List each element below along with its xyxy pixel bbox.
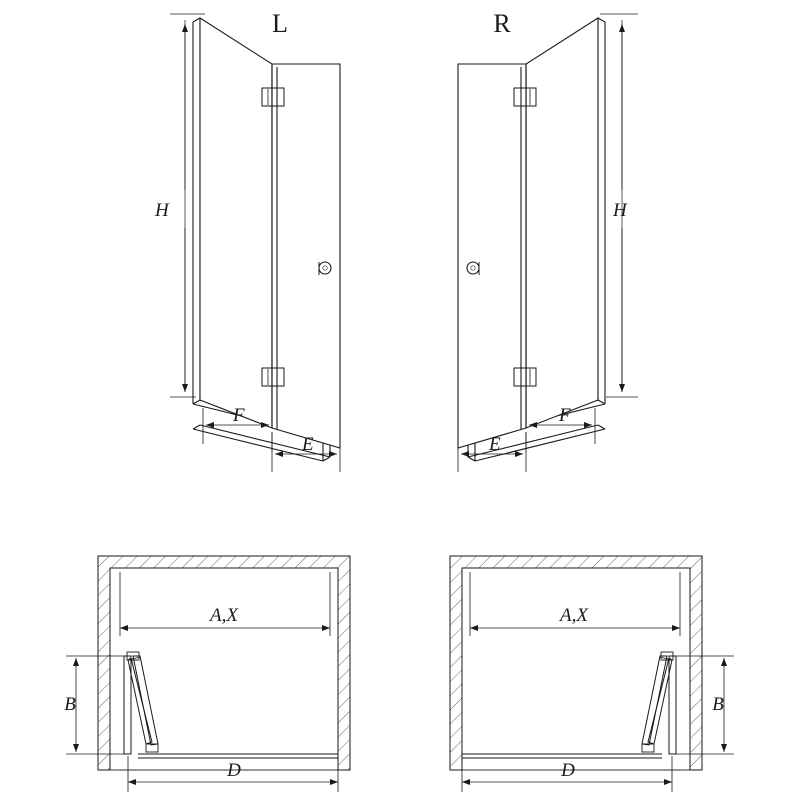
plan-right-view — [450, 556, 734, 792]
plan-left-B-label: B — [64, 694, 76, 715]
elevation-left-glass-panels — [200, 18, 340, 448]
plan-left-D-label: D — [227, 760, 241, 781]
elevation-right-view — [458, 9, 638, 472]
plan-right-niche — [462, 568, 690, 770]
plan-right-AX-label: A,X — [560, 605, 588, 626]
plan-right-D-label: D — [561, 760, 575, 781]
elevation-left-height-label: H — [155, 200, 169, 221]
elevation-left-view — [154, 9, 340, 472]
elevation-right-F-label: F — [559, 405, 571, 426]
plan-right-wall — [450, 556, 702, 770]
plan-right-AX-dimension — [470, 572, 680, 636]
elevation-right-title: R — [493, 9, 511, 38]
plan-left-wall — [98, 556, 350, 770]
elevation-left-F-label: F — [233, 405, 245, 426]
elevation-left-title: L — [272, 9, 288, 38]
plan-left-view — [64, 556, 350, 792]
plan-left-AX-label: A,X — [210, 605, 238, 626]
plan-right-B-dimension — [672, 656, 734, 754]
elevation-right-E-label: E — [489, 434, 501, 455]
elevation-right-glass-panels — [458, 18, 598, 448]
plan-right-B-label: B — [712, 694, 724, 715]
plan-left-door-leaves — [124, 652, 158, 754]
elevation-right-height-label: H — [613, 200, 627, 221]
elevation-left-E-label: E — [302, 434, 314, 455]
plan-left-niche — [110, 568, 338, 770]
plan-left-AX-dimension — [120, 572, 330, 636]
plan-right-door-leaves — [642, 652, 676, 754]
